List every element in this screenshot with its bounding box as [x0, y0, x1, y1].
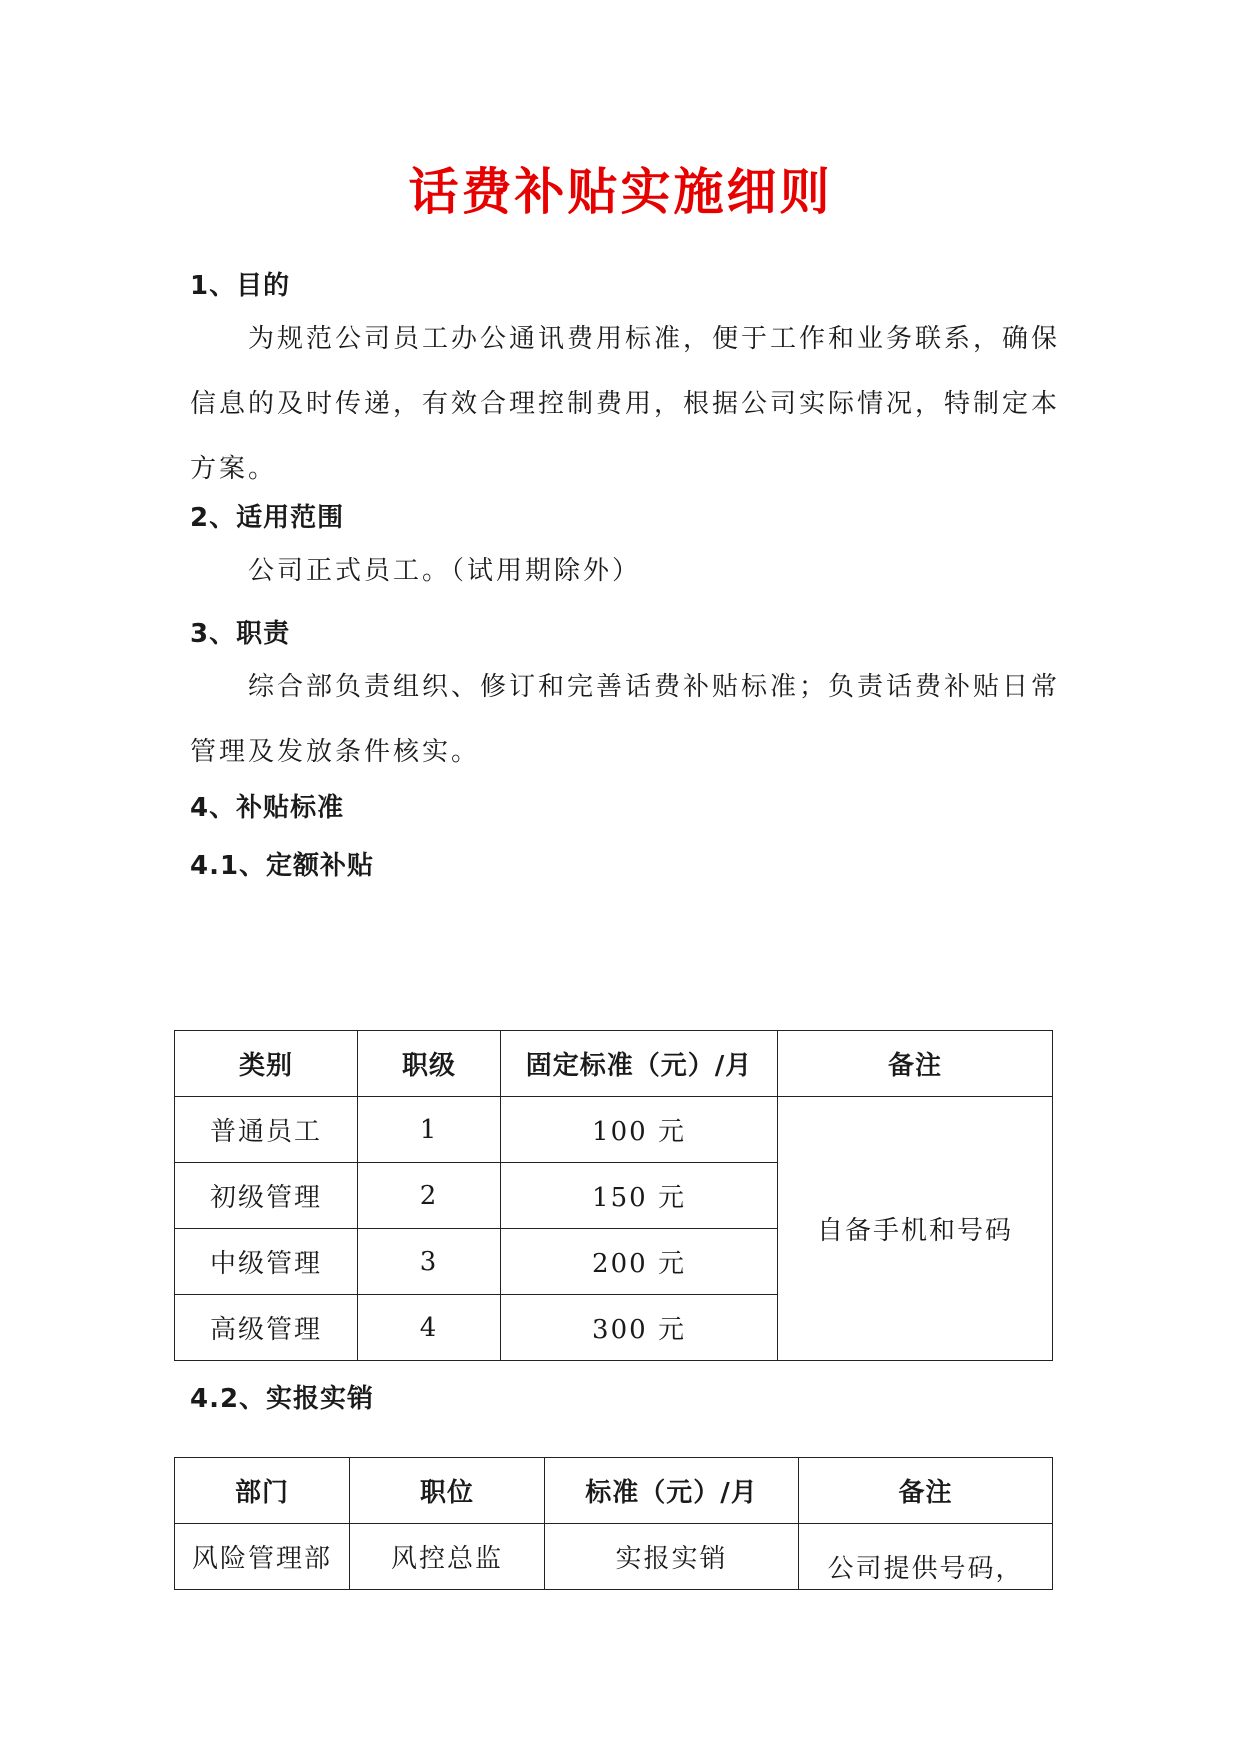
standard-cell: 200 元	[501, 1229, 778, 1295]
section-4-2-heading: 4.2、实报实销	[190, 1384, 375, 1414]
category-cell: 普通员工	[175, 1097, 358, 1163]
header-cell: 职位	[350, 1458, 545, 1524]
fixed-subsidy-table	[174, 1030, 1053, 1361]
category-cell: 高级管理	[175, 1295, 358, 1361]
section-3-heading: 3、职责	[190, 619, 291, 649]
section-1-heading: 1、目的	[190, 271, 291, 301]
standard-cell: 300 元	[501, 1295, 778, 1361]
standard-cell: 100 元	[501, 1097, 778, 1163]
level-cell: 2	[358, 1163, 501, 1229]
section-4-1-heading: 4.1、定额补贴	[190, 851, 375, 881]
note-cell: 公司提供号码，	[799, 1524, 1053, 1590]
category-cell: 初级管理	[175, 1163, 358, 1229]
note-cell: 自备手机和号码	[778, 1097, 1053, 1361]
department-cell: 风险管理部	[175, 1524, 350, 1590]
level-cell: 1	[358, 1097, 501, 1163]
level-cell: 4	[358, 1295, 501, 1361]
category-cell: 中级管理	[175, 1229, 358, 1295]
section-4-heading: 4、补贴标准	[190, 793, 345, 823]
table-row	[175, 1524, 1053, 1590]
document-title: 话费补贴实施细则	[408, 163, 833, 221]
section-2-text: 公司正式员工。（试用期除外）	[248, 556, 642, 586]
position-cell: 风控总监	[350, 1524, 545, 1590]
header-cell: 备注	[778, 1031, 1053, 1097]
reimbursement-table	[174, 1457, 1053, 1590]
standard-cell: 150 元	[501, 1163, 778, 1229]
table-row	[175, 1097, 1053, 1163]
header-cell: 固定标准（元）/月	[501, 1031, 778, 1097]
table-header-row	[175, 1031, 1053, 1097]
level-cell: 3	[358, 1229, 501, 1295]
header-cell: 部门	[175, 1458, 350, 1524]
header-cell: 职级	[358, 1031, 501, 1097]
header-cell: 备注	[799, 1458, 1053, 1524]
standard-cell: 实报实销	[545, 1524, 799, 1590]
table-header-row	[175, 1458, 1053, 1524]
section-2-heading: 2、适用范围	[190, 503, 345, 533]
section-3-text: 综合部负责组织、修订和完善话费补贴标准；负责话费补贴日常管理及发放条件核实。	[190, 672, 1061, 767]
header-cell: 类别	[175, 1031, 358, 1097]
header-cell: 标准（元）/月	[545, 1458, 799, 1524]
section-1-text: 为规范公司员工办公通讯费用标准，便于工作和业务联系，确保信息的及时传递，有效合理控制费用，根据公司实际情况，特制定本方案。	[190, 324, 1061, 484]
